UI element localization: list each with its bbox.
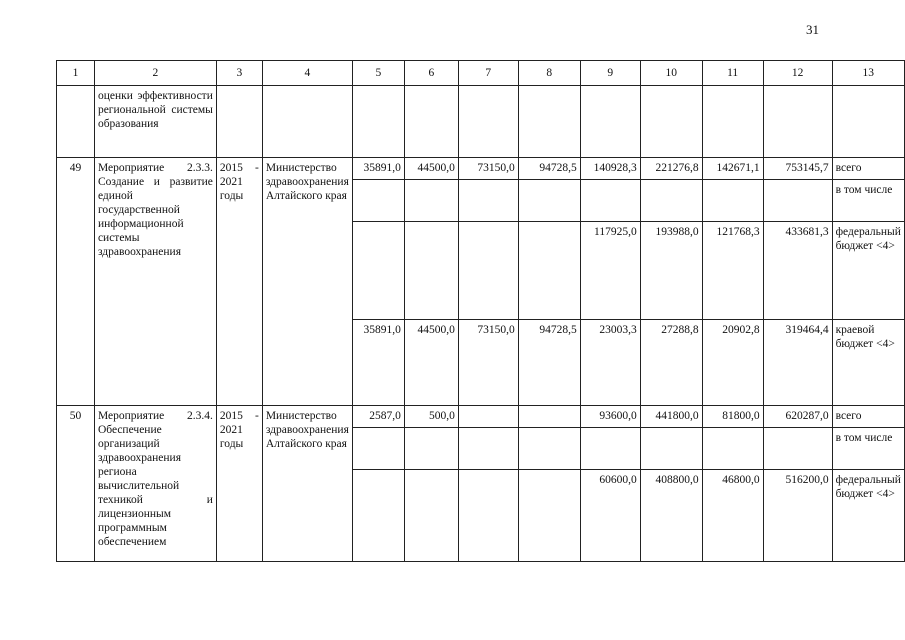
amount-cell: 140928,3	[580, 158, 640, 180]
amount-cell: 20902,8	[702, 320, 763, 406]
amount-cell: 753145,7	[763, 158, 832, 180]
amount-cell	[458, 406, 518, 428]
amount-cell: 94728,5	[518, 320, 580, 406]
amount-cell	[518, 428, 580, 470]
amount-cell	[763, 428, 832, 470]
amount-cell: 319464,4	[763, 320, 832, 406]
table-row	[57, 158, 905, 180]
header-cell: 13	[832, 61, 904, 86]
executor: Министерство здравоохранения Алтайского края	[262, 406, 352, 562]
amount-cell	[702, 428, 763, 470]
header-cell: 11	[702, 61, 763, 86]
amount-cell: 221276,8	[640, 158, 702, 180]
table-row	[57, 406, 905, 428]
amount-cell	[458, 222, 518, 320]
amount-cell	[404, 180, 458, 222]
table-body	[57, 158, 905, 562]
amount-cell: 117925,0	[580, 222, 640, 320]
row-number: 49	[57, 158, 95, 406]
amount-cell: 93600,0	[580, 406, 640, 428]
amount-cell	[640, 180, 702, 222]
period: 2015 - 2021 годы	[216, 158, 262, 406]
amount-cell: 2587,0	[352, 406, 404, 428]
amount-cell: 44500,0	[404, 158, 458, 180]
amount-cell	[640, 428, 702, 470]
amount-cell: 142671,1	[702, 158, 763, 180]
header-cell: 3	[216, 61, 262, 86]
budget-table	[56, 60, 905, 562]
header-cell: 10	[640, 61, 702, 86]
header-cell: 9	[580, 61, 640, 86]
amount-cell: 44500,0	[404, 320, 458, 406]
amount-cell: 27288,8	[640, 320, 702, 406]
amount-cell: 81800,0	[702, 406, 763, 428]
amount-cell: 23003,3	[580, 320, 640, 406]
amount-cell	[458, 470, 518, 562]
amount-cell	[352, 222, 404, 320]
page-number: 31	[806, 22, 819, 37]
amount-cell: 433681,3	[763, 222, 832, 320]
amount-cell	[580, 428, 640, 470]
amount-cell: 35891,0	[352, 320, 404, 406]
amount-cell: 94728,5	[518, 158, 580, 180]
amount-cell	[404, 470, 458, 562]
header-row	[57, 61, 905, 86]
amount-cell: 121768,3	[702, 222, 763, 320]
funding-source: краевой бюджет <4>	[832, 320, 904, 406]
funding-source: в том числе	[832, 180, 904, 222]
header-cell: 8	[518, 61, 580, 86]
amount-cell: 620287,0	[763, 406, 832, 428]
amount-cell: 46800,0	[702, 470, 763, 562]
measure-name: Мероприятие 2.3.3. Создание и развитие единой государственной информационной системы здравоохранения	[94, 158, 216, 406]
amount-cell	[518, 470, 580, 562]
amount-cell	[458, 180, 518, 222]
amount-cell	[458, 428, 518, 470]
amount-cell	[352, 180, 404, 222]
amount-cell: 60600,0	[580, 470, 640, 562]
funding-source: всего	[832, 158, 904, 180]
funding-source: федеральный бюджет <4>	[832, 470, 904, 562]
header-cell: 5	[352, 61, 404, 86]
amount-cell: 516200,0	[763, 470, 832, 562]
amount-cell	[518, 406, 580, 428]
amount-cell: 441800,0	[640, 406, 702, 428]
amount-cell: 500,0	[404, 406, 458, 428]
amount-cell	[404, 222, 458, 320]
header-cell: 1	[57, 61, 95, 86]
period: 2015 - 2021 годы	[216, 406, 262, 562]
amount-cell: 73150,0	[458, 158, 518, 180]
amount-cell: 35891,0	[352, 158, 404, 180]
header-cell: 12	[763, 61, 832, 86]
amount-cell	[352, 470, 404, 562]
amount-cell	[352, 428, 404, 470]
header-cell: 7	[458, 61, 518, 86]
header-cell: 6	[404, 61, 458, 86]
funding-source: всего	[832, 406, 904, 428]
funding-source: в том числе	[832, 428, 904, 470]
amount-cell: 408800,0	[640, 470, 702, 562]
header-cell: 2	[94, 61, 216, 86]
amount-cell	[702, 180, 763, 222]
amount-cell	[518, 180, 580, 222]
continuation-text: оценки эффективности региональной системы образования	[94, 86, 216, 158]
amount-cell: 193988,0	[640, 222, 702, 320]
amount-cell	[518, 222, 580, 320]
funding-source: федеральный бюджет <4>	[832, 222, 904, 320]
continuation-row	[57, 86, 905, 158]
header-cell: 4	[262, 61, 352, 86]
measure-name: Мероприятие 2.3.4. Обеспечение организаций здравоохранения региона вычислительной техникой и лицензионным программным обеспечением	[94, 406, 216, 562]
row-number: 50	[57, 406, 95, 562]
amount-cell: 73150,0	[458, 320, 518, 406]
amount-cell	[763, 180, 832, 222]
executor: Министерство здравоохранения Алтайского края	[262, 158, 352, 406]
amount-cell	[580, 180, 640, 222]
amount-cell	[404, 428, 458, 470]
